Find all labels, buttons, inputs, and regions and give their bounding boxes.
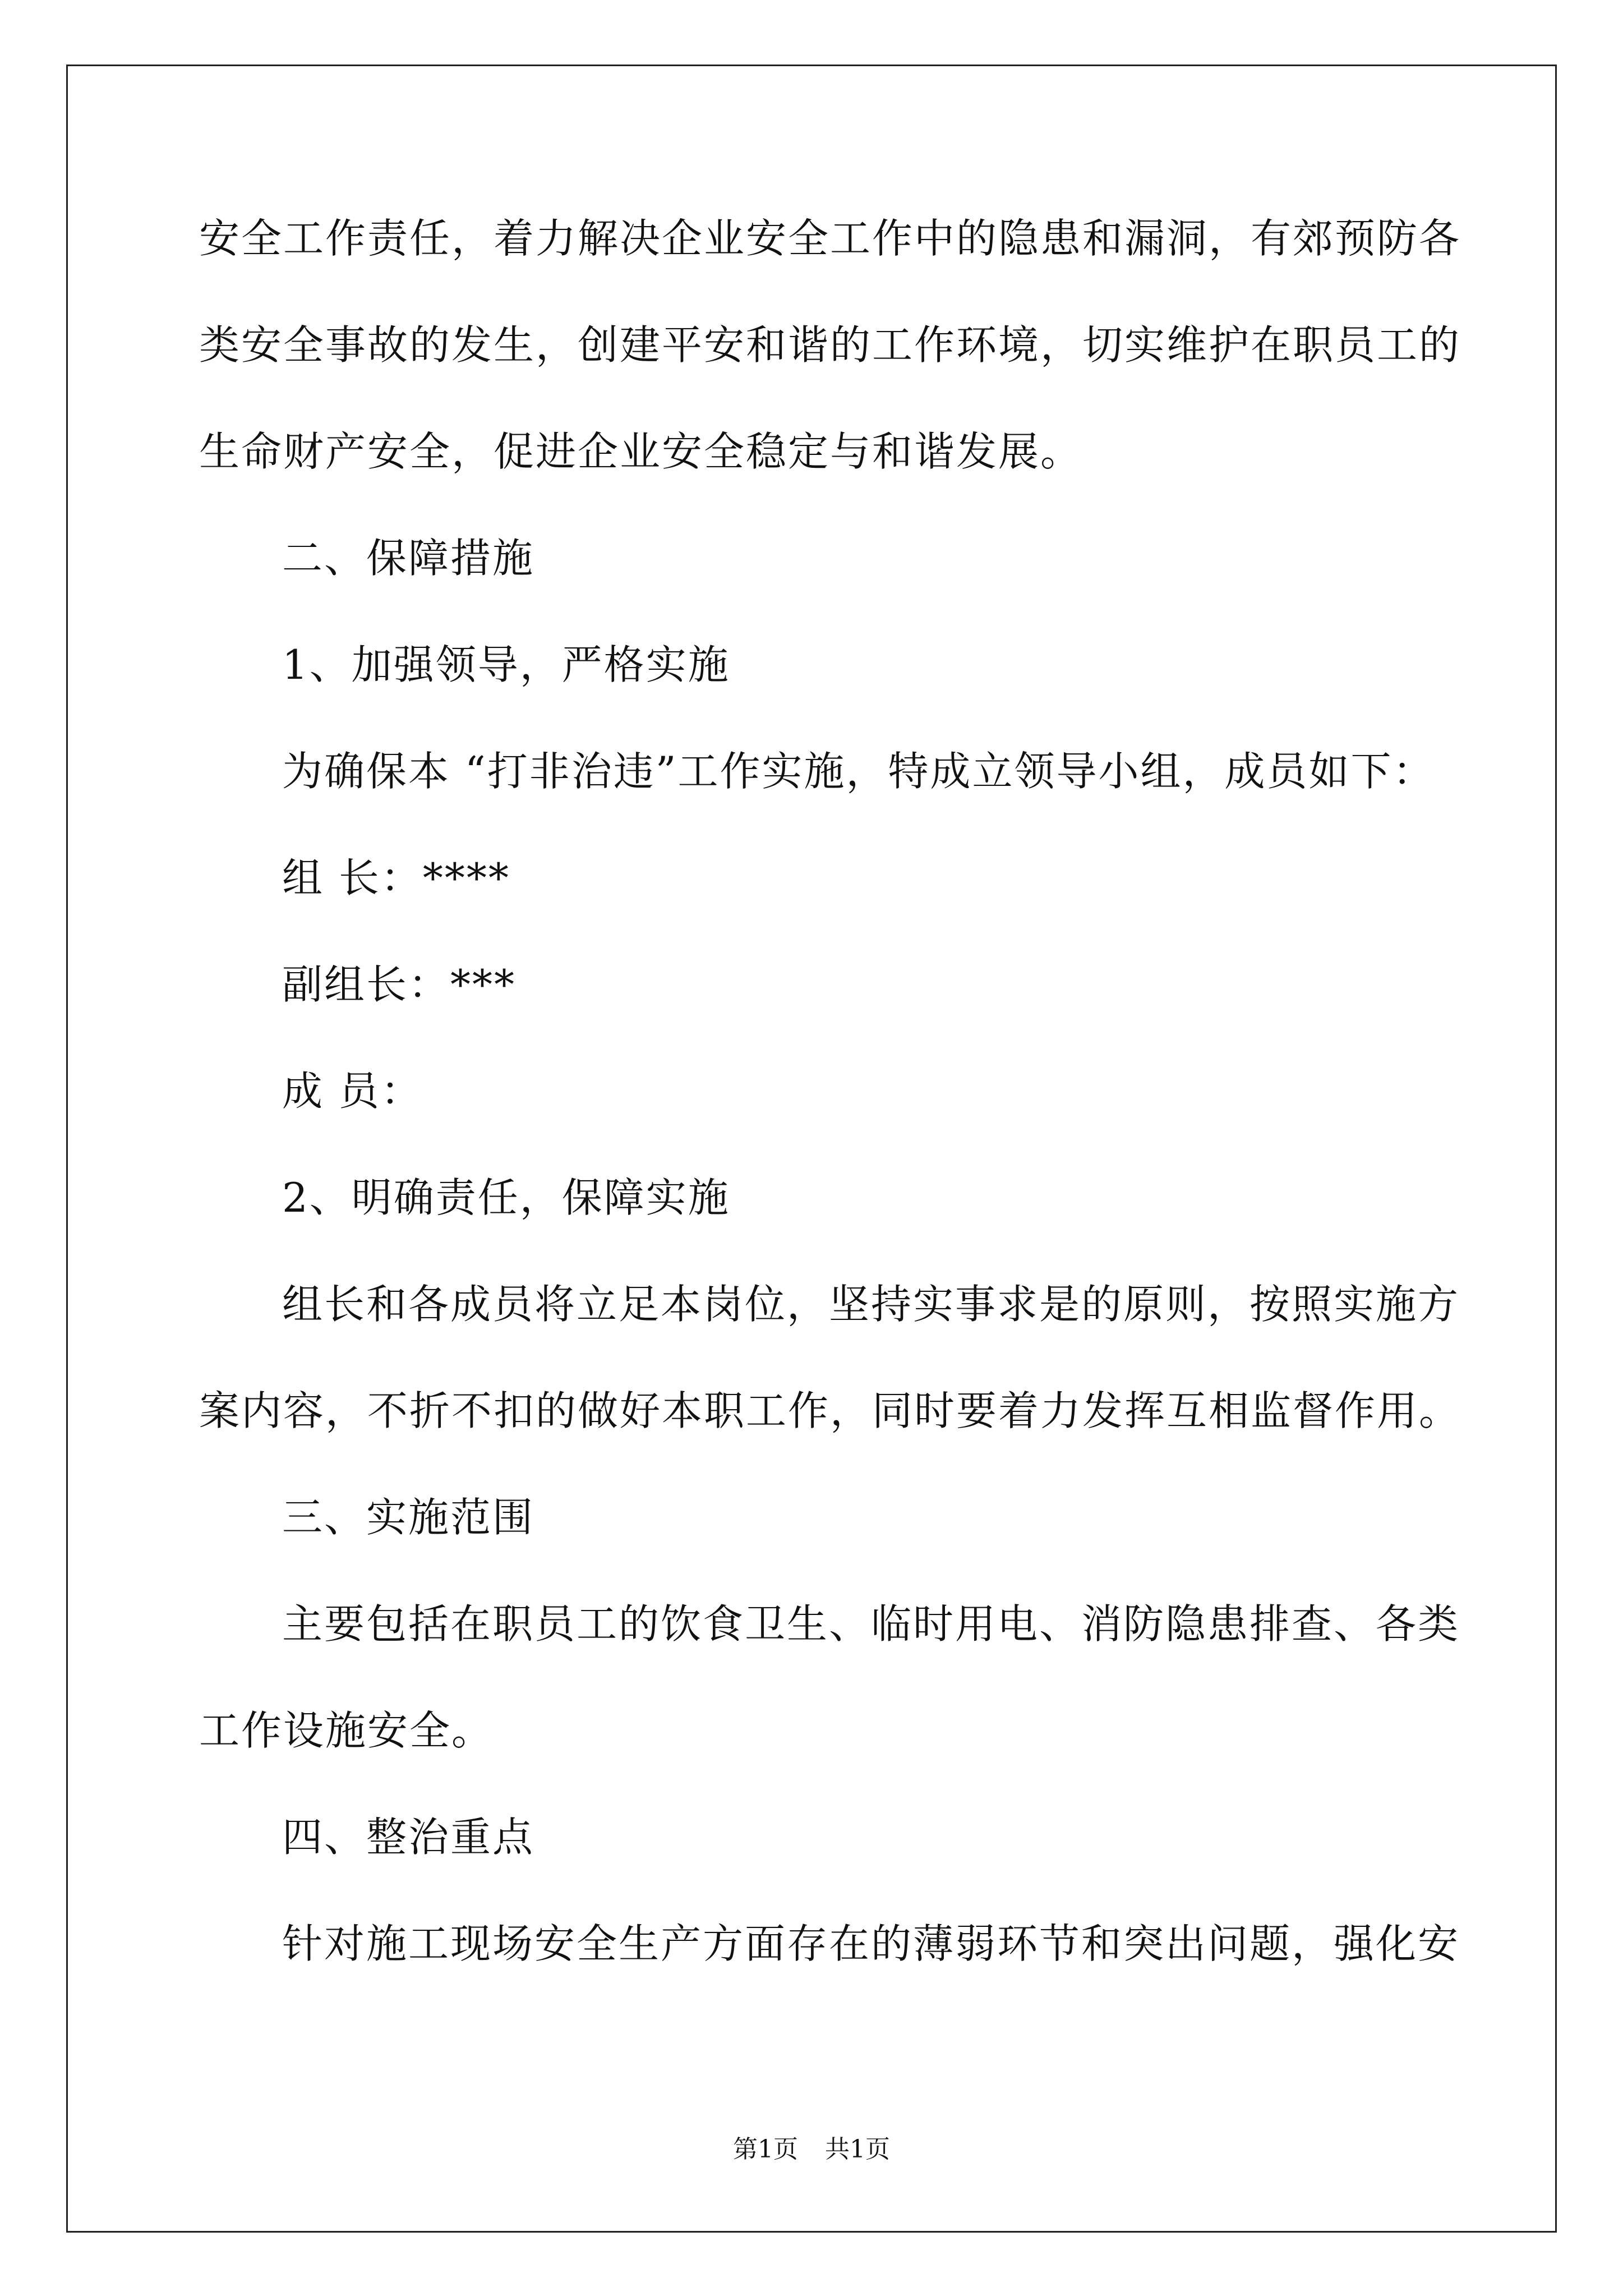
document-body: [199, 185, 1461, 1997]
text-line: 工作设施安全。: [199, 1707, 494, 1754]
text-line: 主要包括在职员工的饮食卫生、临时用电、消防隐患排查、各类: [282, 1600, 1460, 1648]
member-line: 成 员：: [282, 1068, 423, 1115]
member-line: 组 长：****: [282, 854, 510, 901]
subsection-heading: 2、明确责任，保障实施: [282, 1174, 730, 1221]
section-heading: 二、保障措施: [282, 535, 535, 582]
text-line: 为确保本 “打非治违”工作实施，特成立领导小组，成员如下：: [282, 748, 1435, 795]
text-line: 生命财产安全，促进企业安全稳定与和谐发展。: [199, 428, 1083, 475]
text-line: 组长和各成员将立足本岗位，坚持实事求是的原则，按照实施方: [282, 1281, 1460, 1328]
text-line: 安全工作责任，着力解决企业安全工作中的隐患和漏洞，有郊预防各: [199, 215, 1461, 262]
member-line: 副组长：***: [282, 961, 517, 1008]
page-total: 共1页: [825, 2135, 890, 2164]
text-line: 案内容，不折不扣的做好本职工作，同时要着力发挥互相监督作用。: [199, 1387, 1461, 1434]
text-line: 针对施工现场安全生产方面存在的薄弱环节和突出问题，强化安: [282, 1920, 1460, 1967]
section-heading: 三、实施范围: [282, 1494, 535, 1541]
page-number: 第1页: [733, 2135, 798, 2164]
section-heading: 四、整治重点: [282, 1814, 535, 1861]
page-footer: [0, 2133, 1623, 2166]
subsection-heading: 1、加强领导，严格实施: [282, 641, 730, 688]
text-line: 类安全事故的发生，创建平安和谐的工作环境，切实维护在职员工的: [199, 321, 1461, 369]
